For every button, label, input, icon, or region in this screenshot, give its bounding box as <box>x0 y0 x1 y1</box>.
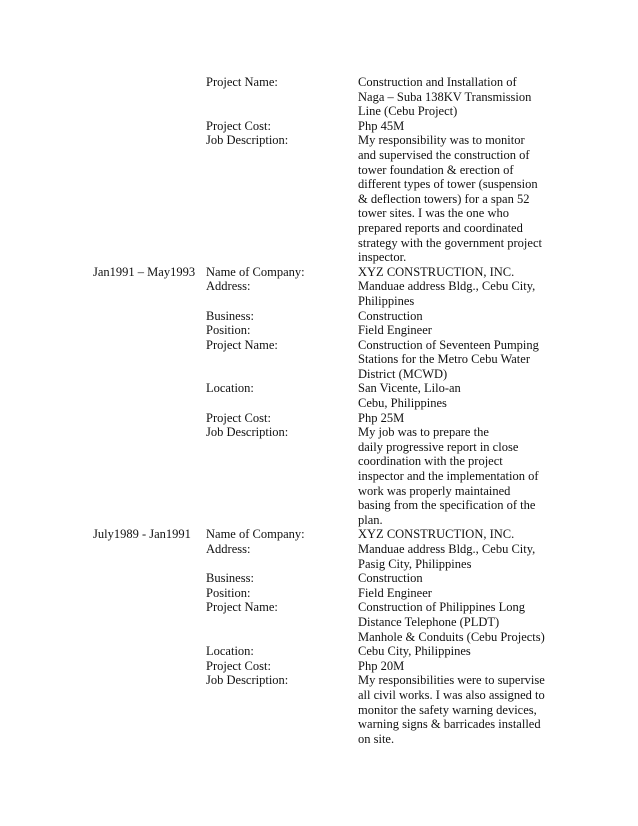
field-value: Php 25M <box>358 410 405 425</box>
field-label: Position: <box>206 585 251 600</box>
field-value: Php 20M <box>358 658 405 673</box>
entry-row <box>93 586 563 601</box>
field-label: Project Cost: <box>206 118 271 133</box>
entry-row <box>93 119 563 134</box>
entry-row <box>93 323 563 338</box>
entry-row <box>93 527 563 542</box>
field-value: Php 45M <box>358 118 405 133</box>
field-label: Name of Company: <box>206 264 305 279</box>
field-label: Project Cost: <box>206 658 271 673</box>
field-value: Construction of Seventeen Pumping Stations for the Metro Cebu Water District (MCWD) <box>358 337 539 381</box>
field-value: San Vicente, Lilo-an Cebu, Philippines <box>358 381 461 411</box>
field-value: Construction <box>358 308 423 323</box>
field-value: XYZ CONSTRUCTION, INC. <box>358 527 515 542</box>
field-value: Construction <box>358 571 423 586</box>
entry-row <box>93 644 563 659</box>
entry-period <box>93 75 206 119</box>
field-value: My responsibility was to monitor and supervised the construction of tower foundation & erection of different types of tower (suspension & deflection towers) for a span 52 tower sites. I was the one who prepared reports and coordinated strategy with the government project inspector. <box>358 133 542 265</box>
field-value: My responsibilities were to supervise all civil works. I was also assigned to monitor the safety warning devices, warning signs & barricades installed on site. <box>358 673 545 746</box>
field-value: Manduae address Bldg., Cebu City, Philippines <box>358 279 536 308</box>
entry-row <box>93 279 563 308</box>
field-value: Cebu City, Philippines <box>358 644 471 659</box>
entry-row <box>93 542 563 571</box>
entry-row <box>93 265 563 280</box>
field-label: Project Cost: <box>206 410 271 425</box>
entry-row <box>93 600 563 644</box>
field-label: Location: <box>206 381 254 396</box>
field-label: Project Name: <box>206 75 278 89</box>
entry-row <box>93 381 563 410</box>
field-label: Job Description: <box>206 425 289 440</box>
field-value: Construction of Philippines Long Distance Telephone (PLDT) Manhole & Conduits (Cebu Projects) <box>358 600 545 644</box>
field-label: Project Name: <box>206 337 278 352</box>
entry-period: July1989 - Jan1991 <box>93 527 191 542</box>
entry-row <box>93 659 563 674</box>
field-label: Business: <box>206 308 254 323</box>
entry-row <box>93 75 563 119</box>
field-label: Job Description: <box>206 133 289 148</box>
entry-row <box>93 338 563 382</box>
field-value: Field Engineer <box>358 323 432 338</box>
entry-row <box>93 309 563 324</box>
field-value: Manduae address Bldg., Cebu City, Pasig City, Philippines <box>358 542 536 571</box>
entry-row <box>93 673 563 746</box>
field-label: Project Name: <box>206 600 278 615</box>
field-label: Location: <box>206 644 254 659</box>
entry-row <box>93 411 563 426</box>
field-label: Job Description: <box>206 673 289 688</box>
field-label: Address: <box>206 279 251 294</box>
field-label: Business: <box>206 571 254 586</box>
entry-row <box>93 425 563 527</box>
field-label: Address: <box>206 542 251 556</box>
field-value: Construction and Installation of Naga – Suba 138KV Transmission Line (Cebu Project) <box>358 75 532 119</box>
field-value: XYZ CONSTRUCTION, INC. <box>358 264 515 279</box>
entry-row <box>93 571 563 586</box>
field-label: Name of Company: <box>206 527 305 542</box>
work-experience-table <box>93 75 563 746</box>
entry-row <box>93 133 563 264</box>
field-value: Field Engineer <box>358 585 432 600</box>
field-label: Position: <box>206 323 251 338</box>
entry-period: Jan1991 – May1993 <box>93 264 196 279</box>
field-value: My job was to prepare the daily progressive report in close coordination with the project inspector and the implementation of work was properly maintained basing from the specification of the plan. <box>358 425 539 527</box>
